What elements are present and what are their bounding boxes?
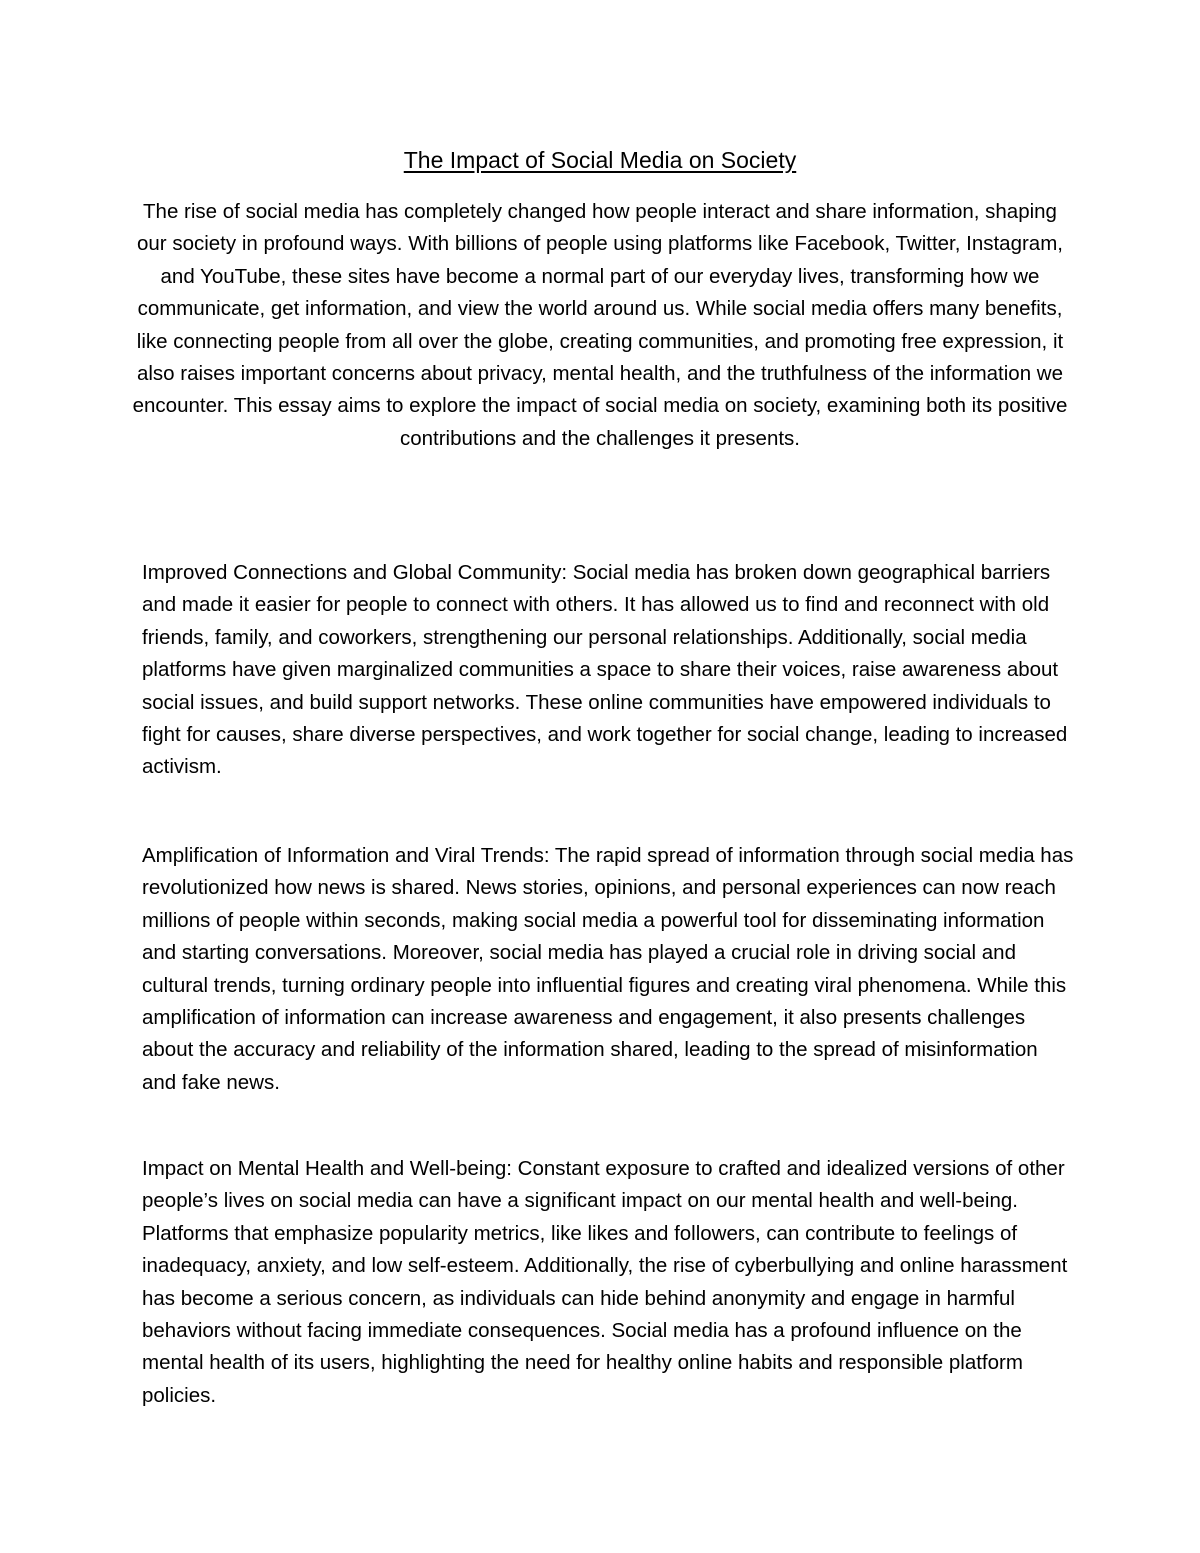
intro-paragraph: The rise of social media has completely changed how people interact and share information, shaping our society in profound ways. With billions of people using platforms like Facebook, Twitter, Instagram, and YouTube, these sites have become a normal part of our everyday lives, transforming how we communicate, get information, and view the world around us. While social media offers many benefits, like connecting people from all over the globe, creating communities, and promoting free expression, it also raises important concerns about privacy, mental health, and the truthfulness of the information we encounter. This essay aims to explore the impact of social media on society, examining both its positive contributions and the challenges it presents. (132, 200, 1068, 450)
body-paragraph-amplification: Amplification of Information and Viral Trends: The rapid spread of information through social media has revolutionized how news is shared. News stories, opinions, and personal experiences can now reach millions of people within seconds, making social media a powerful tool for disseminating information and starting conversations. Moreover, social media has played a crucial role in driving social and cultural trends, turning ordinary people into influential figures and creating viral phenomena. While this amplification of information can increase awareness and engagement, it also presents challenges about the accuracy and reliability of the information shared, leading to the spread of misinformation and fake news. (142, 844, 1074, 1094)
document-title: The Impact of Social Media on Society (403, 147, 797, 173)
body-paragraph-connections: Improved Connections and Global Community: Social media has broken down geographical barriers and made it easier for people to connect with others. It has allowed us to find and reconnect with old friends, family, and coworkers, strengthening our personal relationships. Additionally, social media platforms have given marginalized communities a space to share their voices, raise awareness about social issues, and build support networks. These online communities have empowered individuals to fight for causes, share diverse perspectives, and work together for social change, leading to increased activism. (142, 561, 1068, 779)
body-paragraph-mental-health: Impact on Mental Health and Well-being: Constant exposure to crafted and idealized versions of other people’s lives on social media can have a significant impact on our mental health and well-being. Platforms that emphasize popularity metrics, like likes and followers, can contribute to feelings of inadequacy, anxiety, and low self-esteem. Additionally, the rise of cyberbullying and online harassment has become a serious concern, as individuals can hide behind anonymity and engage in harmful behaviors without facing immediate consequences. Social media has a profound influence on the mental health of its users, highlighting the need for healthy online habits and responsible platform policies. (142, 1157, 1068, 1407)
